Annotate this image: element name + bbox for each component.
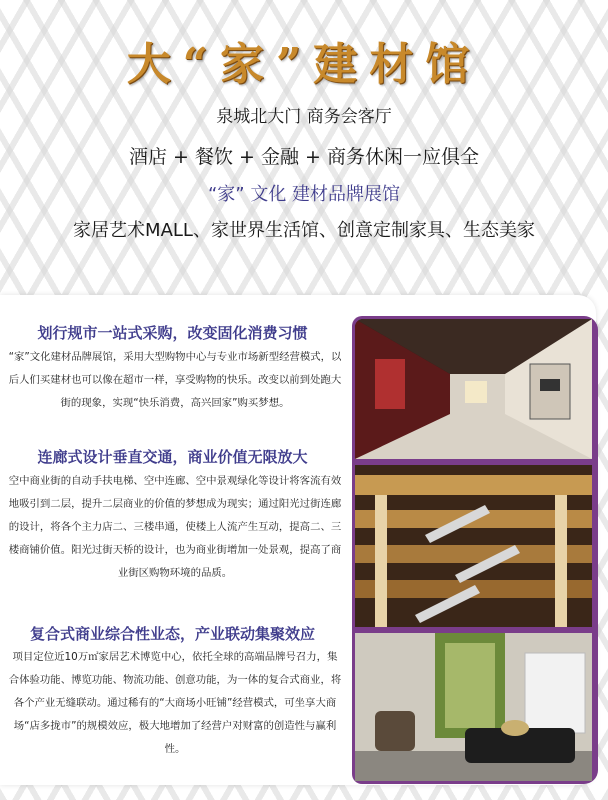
mall-corridor-photo bbox=[355, 319, 592, 459]
page-title: 大“家”建材馆 bbox=[126, 39, 482, 90]
tagline-categories: 家居艺术MALL、家世界生活馆、创意定制家具、生态美家 bbox=[73, 220, 535, 241]
tagline-culture: “家” 文化 建材品牌展馆 bbox=[207, 184, 401, 205]
section-body-one-stop: “家”文化建材品牌展馆，采用大型购物中心与专业市场新型经营模式，以后人们买建材也可以像在超市一样，享受购物的快乐。改变以前到处跑大街的现象，实现“快乐消费，高兴回家”购买梦想。 bbox=[8, 351, 342, 409]
tagline-amenities: 酒店 + 餐饮 + 金融 + 商务休闲一应俱全 bbox=[129, 146, 479, 168]
section-body-complex: 项目定位近10万㎡家居艺术博览中心，依托全球的高端品牌号召力，集合体验功能、博览功能、物流功能、创意功能，为一体的复合式商业，将各个产业无缝联动。通过稀有的“大商场小旺铺”经营模式，可坐享大商场“店多拢市”的规模效应，极大地增加了经营户对财富的创造性与赢利性。 bbox=[8, 651, 342, 755]
section-body-corridor: 空中商业街的自动手扶电梯、空中连廊、空中景观绿化等设计将客流有效地吸引到二层，提升二层商业的价值的梦想成为现实；通过阳光过街连廊的设计，将各个主力店二、三楼串通，使楼上人流产生互动，提高二、三楼商铺价值。阳光过街天桥的设计，也为商业街增加一处景观，提高了商业街区购物环境的品质。 bbox=[8, 475, 342, 579]
section-title-corridor: 连廊式设计垂直交通，商业价值无限放大 bbox=[37, 448, 308, 466]
living-room-photo bbox=[355, 633, 592, 781]
section-title-one-stop: 划行规市一站式采购，改变固化消费习惯 bbox=[37, 324, 308, 342]
section-title-complex: 复合式商业综合性业态，产业联动集聚效应 bbox=[29, 625, 315, 643]
tagline-location: 泉城北大门 商务会客厅 bbox=[216, 107, 392, 127]
atrium-escalator-photo bbox=[355, 465, 592, 627]
